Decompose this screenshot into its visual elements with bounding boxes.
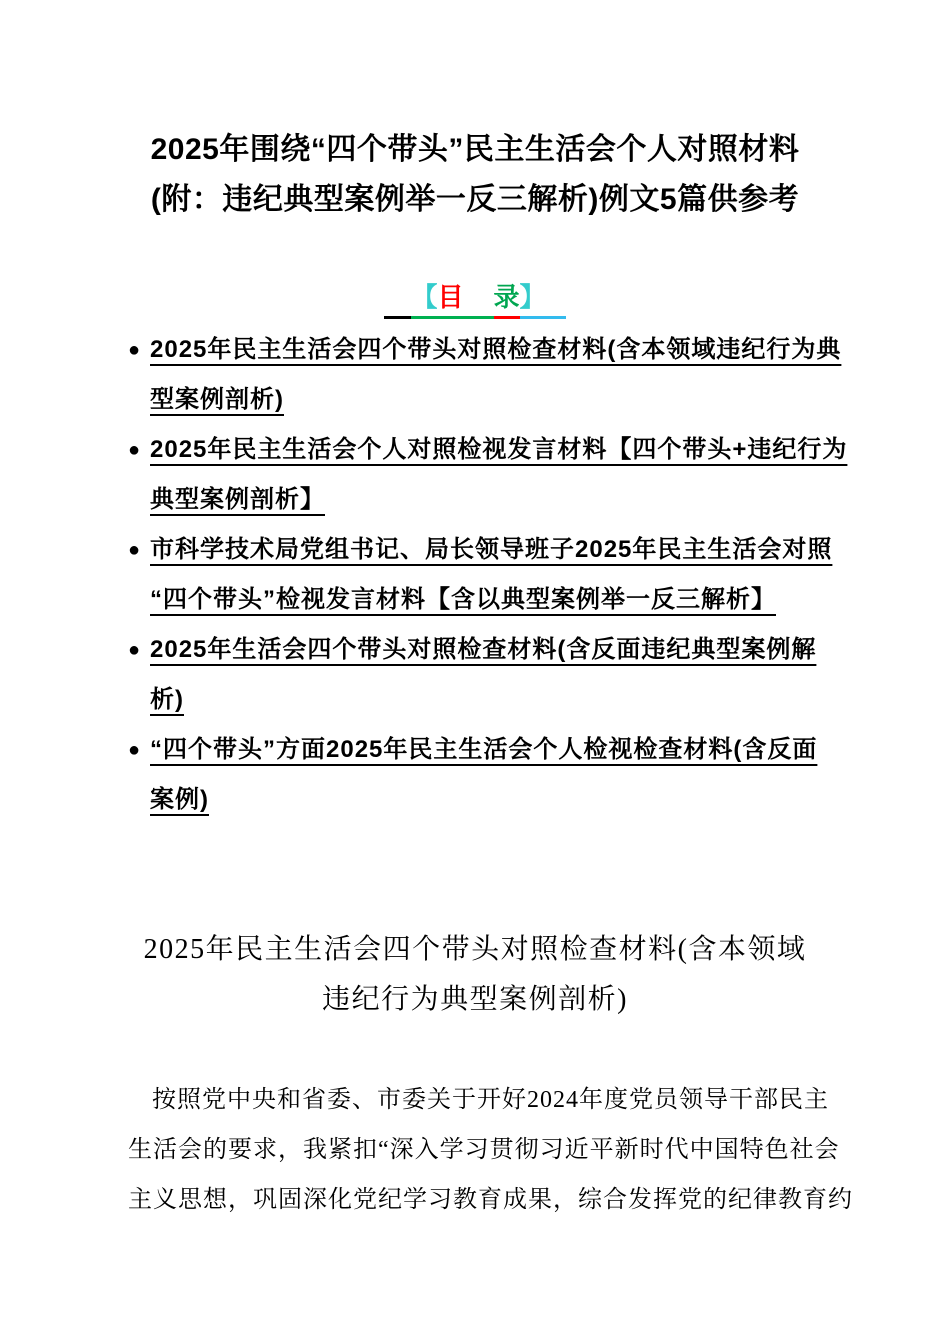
toc-item-3-line-1: 市科学技术局党组书记、局长领导班子2025年民主生活会对照 — [150, 536, 833, 563]
bullet-icon: ● — [128, 439, 141, 461]
toc-underline-lead-segment — [384, 280, 411, 319]
toc-item-1[interactable] — [128, 325, 842, 425]
document-title-line-1: 2025年围绕“四个带头”民主生活会个人对照材料 — [150, 133, 800, 166]
bullet-icon: ● — [128, 339, 141, 361]
toc-char-lu: 录 — [494, 280, 520, 319]
toc-open-bracket: 【 — [411, 280, 437, 319]
toc-item-5[interactable] — [128, 725, 822, 825]
document-title — [128, 0, 822, 225]
toc-item-5-line-2: 案例) — [150, 786, 209, 813]
body-line-2: 生活会的要求，我紧扣“深入学习贯彻习近平新时代中国特色社会 — [128, 1137, 840, 1163]
toc-item-2-line-1: 2025年民主生活会个人对照检视发言材料【四个带头+违纪行为 — [150, 436, 848, 463]
section-heading-line-1: 2025年民主生活会四个带头对照检查材料(含本领域 — [143, 934, 807, 965]
toc-heading — [128, 275, 822, 325]
toc-item-2-line-2: 典型案例剖析】 — [150, 486, 325, 513]
toc-item-3-line-2: “四个带头”检视发言材料【含以典型案例举一反三解析】 — [150, 586, 776, 613]
toc-item-4-line-2: 析) — [150, 686, 184, 713]
toc-item-1-line-2: 型案例剖析) — [150, 386, 284, 413]
bullet-icon: ● — [128, 739, 141, 761]
body-line-1: 按照党中央和省委、市委关于开好2024年度党员领导干部民主 — [152, 1087, 829, 1113]
body-paragraph — [128, 1075, 853, 1225]
toc-close-bracket: 】 — [520, 280, 546, 319]
toc-underline-trail-segment — [546, 280, 566, 319]
toc-item-5-line-1: “四个带头”方面2025年民主生活会个人检视检查材料(含反面 — [150, 736, 818, 763]
body-line-3: 主义思想，巩固深化党纪学习教育成果，综合发挥党的纪律教育约 — [128, 1187, 853, 1213]
section-heading-line-2: 违纪行为典型案例剖析) — [322, 984, 628, 1015]
document-title-line-2: (附：违纪典型案例举一反三解析)例文5篇供参考 — [150, 183, 800, 216]
section-heading — [128, 925, 822, 1025]
bullet-icon: ● — [128, 539, 141, 561]
toc-item-2[interactable] — [128, 425, 848, 525]
bullet-icon: ● — [128, 639, 141, 661]
toc-item-4[interactable] — [128, 625, 822, 725]
toc-underline-mid-segment — [464, 280, 494, 319]
toc-list — [128, 325, 848, 825]
toc-item-1-line-1: 2025年民主生活会四个带头对照检查材料(含本领域违纪行为典 — [150, 336, 842, 363]
toc-char-mu: 目 — [437, 280, 463, 319]
toc-item-3[interactable] — [128, 525, 833, 625]
toc-item-4-line-1: 2025年生活会四个带头对照检查材料(含反面违纪典型案例解 — [150, 636, 817, 663]
